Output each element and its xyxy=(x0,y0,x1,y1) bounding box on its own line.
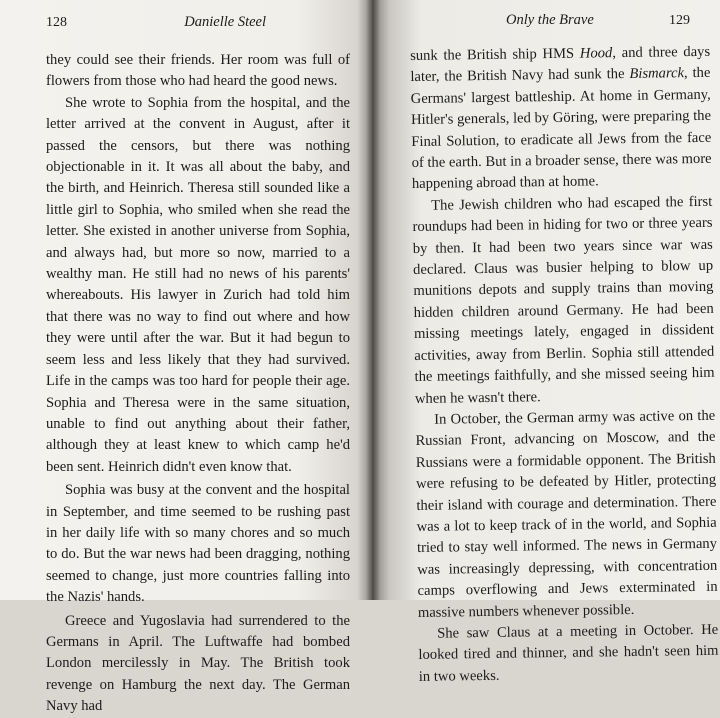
text-run: , and three days later, the British Navy had sunk the xyxy=(410,43,711,86)
paragraph: they could see their friends. Her room was full of flowers from those who had heard the good news. xyxy=(46,52,350,90)
left-page-header xyxy=(46,14,350,40)
left-page-number: 128 xyxy=(46,15,67,30)
ship-name-bismarck: Bismarck xyxy=(629,65,685,83)
paragraph: She saw Claus at a meeting in October. He looked tired and thinner, and she hadn't seen him in two weeks. xyxy=(418,621,719,685)
left-running-head: Danielle Steel xyxy=(184,14,266,30)
right-page-body xyxy=(410,42,719,688)
right-page-number: 129 xyxy=(669,13,690,28)
text-run: , the Germans' largest battleship. At home in Germany, Hitler's generals, led by Göring, were preparing the Final Solution, to eradicate all Jews from the face of the earth. But in a broader sense, there was more happening abroad than at home. xyxy=(410,65,712,193)
ship-name-hood: Hood xyxy=(579,45,613,62)
paragraph xyxy=(410,42,712,196)
paragraph: Sophia was busy at the convent and the hospital in September, and time seemed to be rushing past in her daily life with so many chores and so much to do. But the war news had been dragging, nothing seemed to change, just more countries falling into the Nazis' hands. xyxy=(46,482,350,606)
paragraph: Greece and Yugoslavia had surrendered to the Germans in April. The Luftwaffe had bombed London mercilessly in May. The British took revenge on Hamburg the next day. The German Navy had xyxy=(46,612,350,715)
left-page-body xyxy=(46,50,350,718)
right-page xyxy=(372,0,720,685)
right-page-header xyxy=(410,12,710,38)
paragraph: In October, the German army was active on the Russian Front, advancing on Moscow, and the Russians were a formidable opponent. The British were refusing to be defeated by Hitler, protecting their island with courage and determination. There was a lot to keep track of in the world, and Sophia tried to stay well informed. The news in Germany was increasingly depressing, with concentration camps overflowing and Jews exterminated in massive numbers whenever possible. xyxy=(415,407,718,621)
text-run: sunk the British ship HMS xyxy=(410,45,580,64)
right-running-head: Only the Brave xyxy=(506,12,594,28)
paragraph: She wrote to Sophia from the hospital, and the letter arrived at the convent in August, after it passed the censors, but there was nothing objectionable in it. It was all about the baby, and the birth, and Heinrich. Theresa still sounded like a little girl to Sophia, who smiled when she read the letter. She existed in another universe from Sophia, and always had, but more so now, married to a wealthy man. He still had no news of his parents' whereabouts. His lawyer in Zurich had told him that there was no way to find out where and how they were until after the war. But it had begun to seem less and less likely that they had survived. Life in the camps was too hard for people their age. Sophia and Theresa were in the same situation, unable to find out anything about their father, although they at least knew to which camp he'd been sent. Heinrich didn't even know that. xyxy=(46,94,350,475)
paragraph: The Jewish children who had escaped the first roundups had been in hiding for two or three years by then. It had been two years since war was declared. Claus was busier helping to blow up munitions depots and supply trains than moving hidden children around Germany. He had been missing meetings lately, engaged in dissident activities, away from Berlin. Sophia still attended the meetings faithfully, and she missed seeing him when he wasn't there. xyxy=(412,193,715,407)
